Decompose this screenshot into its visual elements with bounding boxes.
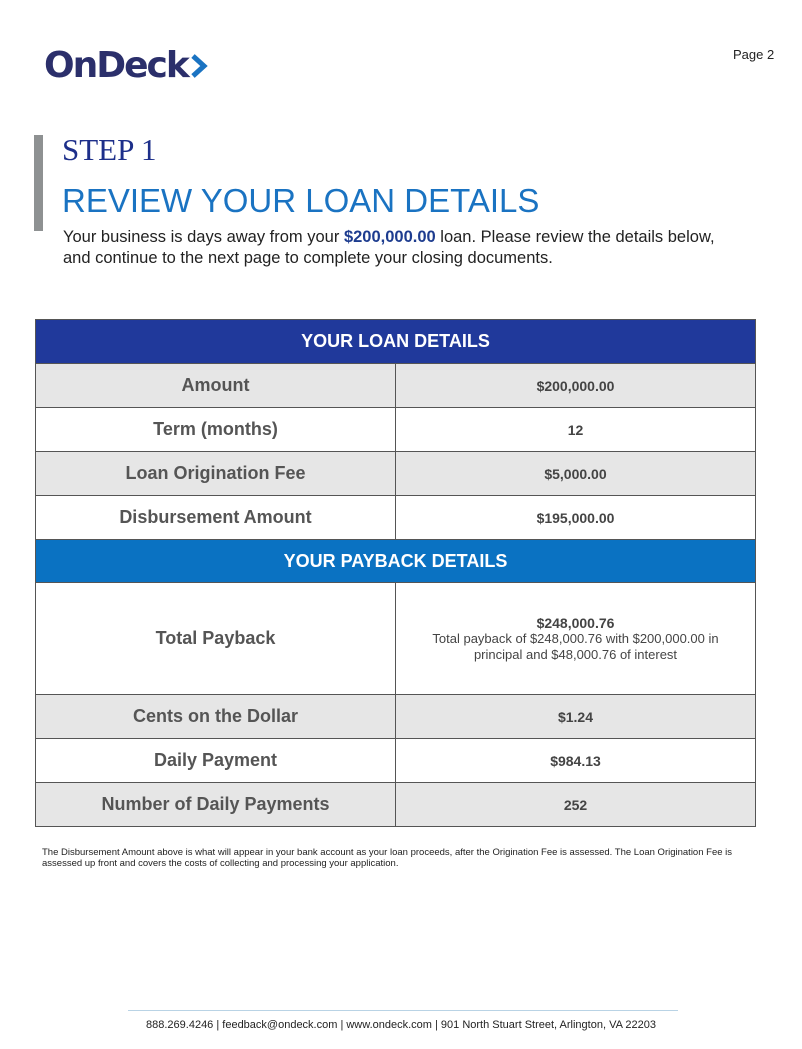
amount-label: Amount (36, 364, 396, 408)
footer-divider (128, 1010, 678, 1011)
step-accent-bar (34, 135, 43, 231)
page-title: REVIEW YOUR LOAN DETAILS (62, 182, 540, 219)
total-payback-description: Total payback of $248,000.76 with $200,000.00 in principal and $48,000.76 of interest (432, 630, 719, 662)
disclaimer-footnote: The Disbursement Amount above is what will appear in your bank account as your loan proceeds, after the Origination Fee is assessed. The Loan Origination Fee is assessed up front and covers the costs of collecting and processing your application. (42, 847, 733, 869)
table-row (36, 783, 756, 827)
term-label: Term (months) (36, 408, 396, 452)
cents-on-dollar-label: Cents on the Dollar (36, 695, 396, 739)
footer-contact: 888.269.4246 | feedback@ondeck.com | www.ondeck.com | 901 North Stuart Street, Arlington, VA 22203 (146, 1019, 656, 1031)
total-payback-value: $248,000.76 (536, 614, 615, 631)
daily-payment-label: Daily Payment (36, 739, 396, 783)
total-payback-label: Total Payback (36, 583, 396, 695)
table-row (36, 452, 756, 496)
step-label: STEP 1 (62, 132, 157, 167)
daily-payment-value: $984.13 (396, 739, 756, 783)
number-of-payments-label: Number of Daily Payments (36, 783, 396, 827)
total-payback-cell (396, 583, 756, 695)
intro-text: Your business is days away from your $200,000.00 loan. Please review the details below, and continue to the next page to complete your closing documents. (63, 228, 715, 267)
table-row (36, 496, 756, 540)
payback-details-heading: YOUR PAYBACK DETAILS (36, 540, 756, 583)
intro-loan-amount: $200,000.00 (343, 228, 436, 246)
loan-details-table (35, 319, 756, 827)
payback-details-header-row (36, 540, 756, 583)
number-of-payments-value: 252 (396, 783, 756, 827)
disbursement-label: Disbursement Amount (36, 496, 396, 540)
loan-details-heading: YOUR LOAN DETAILS (36, 320, 756, 364)
cents-on-dollar-value: $1.24 (396, 695, 756, 739)
chevron-right-icon (190, 53, 208, 79)
page-number: Page 2 (733, 47, 775, 62)
logo-wordmark: OnDeck (44, 45, 188, 86)
origination-fee-label: Loan Origination Fee (36, 452, 396, 496)
table-row (36, 739, 756, 783)
disbursement-value: $195,000.00 (396, 496, 756, 540)
loan-details-header-row (36, 320, 756, 364)
table-row (36, 364, 756, 408)
table-row (36, 695, 756, 739)
origination-fee-value: $5,000.00 (396, 452, 756, 496)
ondeck-logo (44, 44, 208, 88)
table-row (36, 583, 756, 695)
term-value: 12 (396, 408, 756, 452)
table-row (36, 408, 756, 452)
amount-value: $200,000.00 (396, 364, 756, 408)
